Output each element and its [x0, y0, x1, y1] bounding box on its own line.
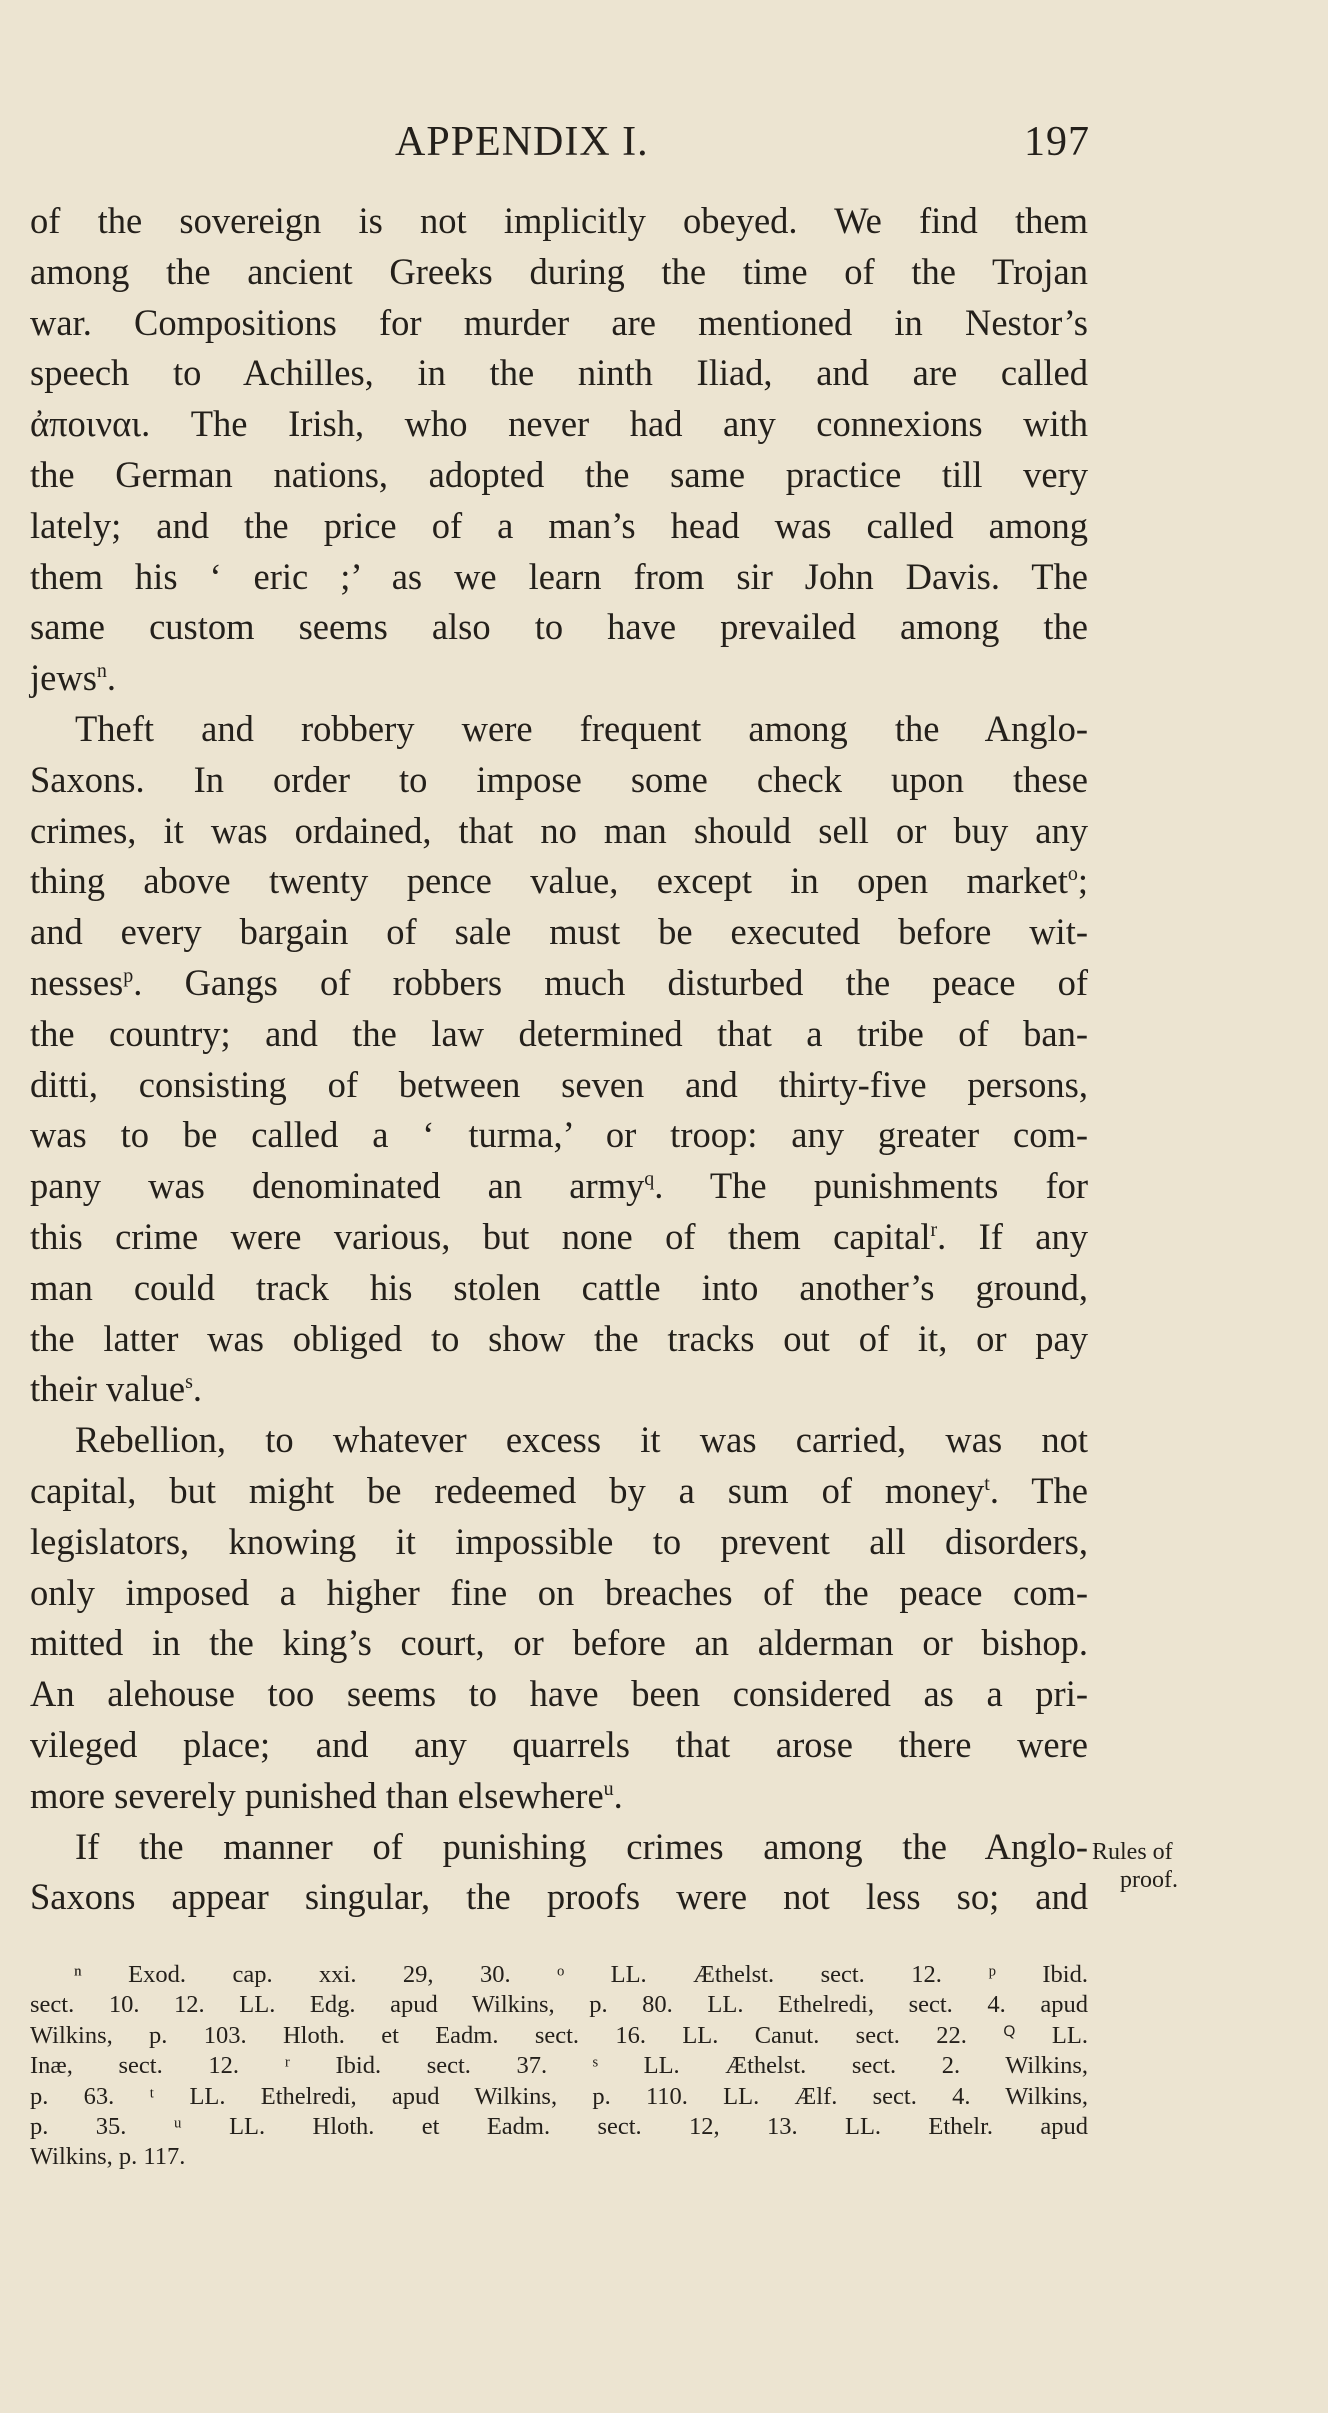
text-line: [30, 907, 1088, 958]
text-line: [30, 1263, 1088, 1314]
text-line: [30, 399, 1088, 450]
footnote-marker[interactable]: o: [1067, 863, 1078, 886]
footnote-line: Wilkins, p. 117.: [30, 2143, 186, 2171]
text-run: . The: [989, 1469, 1088, 1511]
text-run: this crime were various, but none of them capital: [30, 1215, 931, 1257]
footnote-line: sect. 10. 12. LL. Edg. apud Wilkins, p. 80. LL. Ethelredi, sect. 4. apud: [30, 1991, 1088, 2019]
text-line: [30, 1872, 1088, 1923]
text-run: pany was denominated an army: [30, 1165, 645, 1207]
text-run: ἀποιναι. The Irish, who never had any connexions with: [30, 403, 1088, 445]
text-line: [30, 501, 1088, 552]
main-text: [30, 196, 1088, 1923]
text-line: [30, 1314, 1088, 1365]
text-run: lately; and the price of a man’s head was called among: [30, 504, 1088, 546]
footnote-marker[interactable]: s: [185, 1371, 193, 1394]
text-run: war. Compositions for murder are mentioned in Nestor’s: [30, 301, 1088, 343]
text-line: [30, 348, 1088, 399]
text-line: [30, 958, 1088, 1009]
text-line: [30, 1669, 1088, 1720]
text-run: legislators, knowing it impossible to prevent all disorders,: [30, 1520, 1088, 1562]
text-line: [30, 1060, 1088, 1111]
text-run: capital, but might be redeemed by a sum of money: [30, 1469, 985, 1511]
text-line: [30, 1364, 1088, 1415]
text-run: .: [106, 657, 117, 699]
text-run: .: [192, 1368, 202, 1410]
text-line: [30, 1822, 1088, 1873]
text-line: [30, 1009, 1088, 1060]
text-run: ;: [1077, 860, 1088, 902]
margin-note: [1092, 1838, 1328, 1894]
text-run: same custom seems also to have prevailed among the: [30, 606, 1088, 648]
text-run: the German nations, adopted the same practice till very: [30, 453, 1088, 495]
text-run: vileged place; and any quarrels that arose there were: [30, 1723, 1088, 1765]
text-line: [30, 602, 1088, 653]
text-line: [30, 1517, 1088, 1568]
footnote-marker[interactable]: r: [930, 1218, 938, 1241]
running-head: [395, 118, 1090, 174]
text-run: .: [613, 1774, 623, 1816]
footnotes: [30, 1960, 1088, 2173]
text-run: Saxons. In order to impose some check upon these: [30, 758, 1088, 800]
text-run: thing above twenty pence value, except in open market: [30, 860, 1068, 902]
text-line: [30, 552, 1088, 603]
text-run: . The punishments for: [654, 1165, 1088, 1207]
text-run: the latter was obliged to show the tracks out of it, or pay: [30, 1317, 1088, 1359]
text-line: [30, 806, 1088, 857]
text-line: [30, 1720, 1088, 1771]
text-line: [30, 1771, 1088, 1822]
footnote-line: p. 35. ᵘ LL. Hloth. et Eadm. sect. 12, 13. LL. Ethelr. apud: [30, 2112, 1088, 2140]
text-run: If the manner of punishing crimes among the Anglo-: [75, 1825, 1088, 1867]
text-run: speech to Achilles, in the ninth Iliad, and are called: [30, 352, 1088, 394]
text-line: [30, 1110, 1088, 1161]
text-run: their value: [30, 1368, 186, 1410]
margin-note-line: proof.: [1120, 1867, 1178, 1893]
text-run: An alehouse too seems to have been considered as a pri-: [30, 1673, 1088, 1715]
text-line: [30, 1568, 1088, 1619]
footnote-marker[interactable]: u: [603, 1777, 614, 1800]
text-run: only imposed a higher fine on breaches of the peace com-: [30, 1571, 1088, 1613]
text-line: [30, 247, 1088, 298]
text-line: [30, 1212, 1088, 1263]
footnote-marker[interactable]: t: [984, 1472, 990, 1495]
text-line: [30, 856, 1088, 907]
text-run: and every bargain of sale must be executed before wit-: [30, 911, 1088, 953]
text-run: of the sovereign is not implicitly obeyed. We find them: [30, 200, 1088, 241]
text-line: [30, 196, 1088, 247]
text-run: Rebellion, to whatever excess it was carried, was not: [75, 1419, 1088, 1461]
footnote-line: p. 63. ᵗ LL. Ethelredi, apud Wilkins, p. 110. LL. Ælf. sect. 4. Wilkins,: [30, 2082, 1088, 2110]
running-title: APPENDIX I.: [395, 119, 649, 165]
text-line: [30, 1466, 1088, 1517]
text-line: [30, 1618, 1088, 1669]
text-run: crimes, it was ordained, that no man should sell or buy any: [30, 809, 1088, 851]
text-run: among the ancient Greeks during the time of the Trojan: [30, 250, 1088, 292]
text-run: nesses: [30, 961, 124, 1003]
text-run: the country; and the law determined that a tribe of ban-: [30, 1012, 1088, 1054]
text-run: them his ‘ eric ;’ as we learn from sir John Davis. The: [30, 555, 1088, 597]
text-line: [30, 1161, 1088, 1212]
footnote-line: Inæ, sect. 12. ʳ Ibid. sect. 37. ˢ LL. Æthelst. sect. 2. Wilkins,: [30, 2052, 1088, 2080]
text-run: . If any: [937, 1215, 1088, 1257]
text-line: [30, 704, 1088, 755]
page-number: 197: [1024, 119, 1090, 165]
text-line: [30, 1415, 1088, 1466]
footnote-marker[interactable]: p: [123, 964, 134, 987]
footnote-marker[interactable]: q: [644, 1167, 655, 1190]
text-run: ditti, consisting of between seven and thirty-five persons,: [30, 1063, 1088, 1105]
text-run: Saxons appear singular, the proofs were not less so; and: [30, 1876, 1088, 1918]
footnote-line: ⁿ Exod. cap. xxi. 29, 30. ᵒ LL. Æthelst. sect. 12. ᵖ Ibid.: [74, 1961, 1088, 1988]
text-run: jews: [30, 657, 97, 699]
text-line: [30, 755, 1088, 806]
text-line: [30, 653, 1088, 704]
text-line: [30, 450, 1088, 501]
text-run: man could track his stolen cattle into another’s ground,: [30, 1266, 1088, 1308]
text-run: more severely punished than elsewhere: [30, 1774, 604, 1816]
text-run: mitted in the king’s court, or before an alderman or bishop.: [30, 1622, 1088, 1664]
margin-note-line: Rules of: [1092, 1839, 1173, 1865]
text-line: [30, 298, 1088, 349]
footnote-line: Wilkins, p. 103. Hloth. et Eadm. sect. 16. LL. Canut. sect. 22. ꟴ LL.: [30, 2021, 1088, 2049]
text-run: Theft and robbery were frequent among the Anglo-: [75, 707, 1088, 749]
footnote-marker[interactable]: n: [96, 660, 107, 683]
text-run: was to be called a ‘ turma,’ or troop: any greater com-: [30, 1114, 1088, 1156]
text-run: . Gangs of robbers much disturbed the peace of: [133, 961, 1088, 1003]
